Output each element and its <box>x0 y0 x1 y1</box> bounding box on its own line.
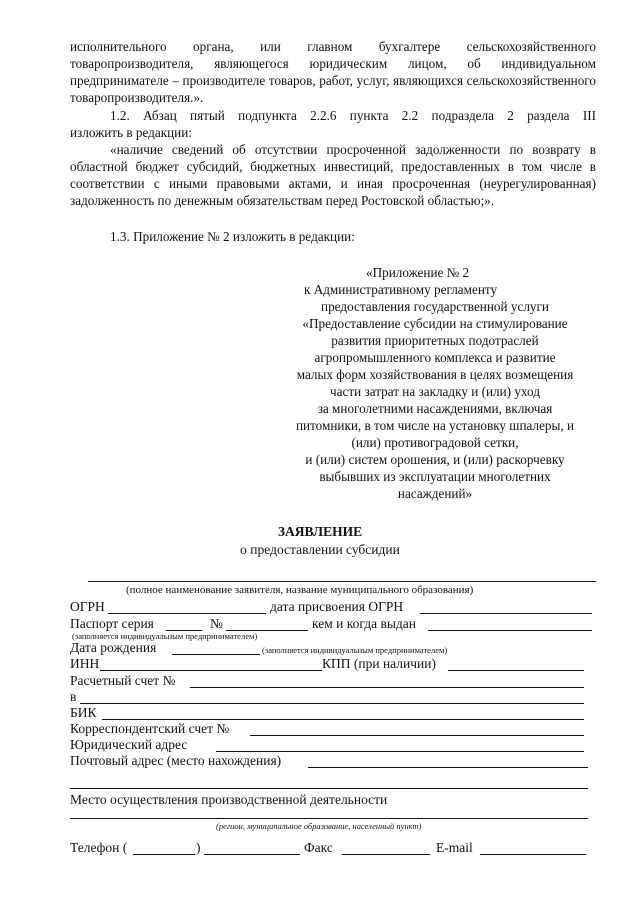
account-label: Расчетный счет № <box>70 673 176 688</box>
applicant-name-line <box>88 581 596 582</box>
appendix-line: малых форм хозяйствования в целях возмещения <box>296 367 574 382</box>
birth-date-label: Дата рождения <box>70 640 157 655</box>
fax-field[interactable] <box>342 841 430 855</box>
birth-date-field[interactable] <box>172 641 260 655</box>
appendix-line: предоставления государственной услуги <box>321 299 549 314</box>
postal-address-label: Почтовый адрес (место нахождения) <box>70 753 282 768</box>
fax-label: Факс <box>304 840 333 855</box>
inn-label: ИНН <box>70 656 100 671</box>
appendix-line: выбывших из эксплуатации многолетних <box>319 469 551 484</box>
legal-address-field[interactable] <box>216 738 584 752</box>
appendix-line: части затрат на закладку и (или) уход <box>330 384 540 399</box>
applicant-name-caption: (полное наименование заявителя, название муниципального образования) <box>126 584 474 596</box>
email-label: E-mail <box>436 840 473 855</box>
activity-place-field[interactable] <box>70 818 588 819</box>
region-caption: (регион, муниципальное образование, населенный пункт) <box>216 821 422 831</box>
legal-address-label: Юридический адрес <box>70 737 188 752</box>
appendix-line: питомники, в том числе на установку шпалеры, и <box>295 418 575 433</box>
kpp-field[interactable] <box>448 657 584 671</box>
bank-label: в <box>70 689 77 704</box>
document-title: ЗАЯВЛЕНИЕ <box>277 524 363 539</box>
bank-field[interactable] <box>80 690 584 704</box>
appendix-header <box>262 264 608 502</box>
passport-number-label: № <box>210 616 223 631</box>
passport-series-field[interactable] <box>166 617 202 631</box>
appendix-line: агропромышленного комплекса и развитие <box>314 350 556 365</box>
ogrn-label: ОГРН <box>70 599 105 614</box>
passport-number-field[interactable] <box>226 617 308 631</box>
appendix-line: за многолетними насаждениями, включая <box>317 401 553 416</box>
birth-date-note: (заполняется индивидуальным предпринимателем) <box>262 645 448 655</box>
phone-label: Телефон ( <box>70 840 128 855</box>
paragraph-1-3: 1.3. Приложение № 2 изложить в редакции: <box>110 229 355 244</box>
corr-account-label: Корреспондентский счет № <box>70 721 230 736</box>
ogrn-field[interactable] <box>108 600 266 614</box>
passport-issued-label: кем и когда выдан <box>312 616 416 631</box>
appendix-line: и (или) систем орошения, и (или) раскорчевку <box>305 452 565 467</box>
phone-close-paren: ) <box>196 840 201 855</box>
appendix-line: к Административному регламенту <box>304 282 498 297</box>
postal-address-field[interactable] <box>308 754 588 768</box>
document-subtitle: о предоставлении субсидии <box>240 542 400 557</box>
phone-code-field[interactable] <box>133 841 195 855</box>
appendix-line: (или) противоградовой сетки, <box>351 435 519 450</box>
paragraph-continuation: исполнительного органа, или главном бухгалтере сельскохозяйственного товаропроизводителя, являющегося юридическим лицом, об индивидуальном предпринимателе – производителе товаров, работ, услуг, являющихся сельскохозяйственного товаропроизводителя.». <box>70 39 596 105</box>
passport-issued-field[interactable] <box>428 617 592 631</box>
passport-series-label: Паспорт серия <box>70 616 154 631</box>
ogrn-date-label: дата присвоения ОГРН <box>270 599 404 614</box>
passport-ip-note: (заполняется индивидуальным предпринимателем) <box>72 631 258 641</box>
appendix-line: «Приложение № 2 <box>366 265 470 280</box>
ogrn-date-field[interactable] <box>420 600 592 614</box>
activity-place-label: Место осуществления производственной деятельности <box>70 792 388 807</box>
kpp-label: КПП (при наличии) <box>322 656 436 671</box>
email-field[interactable] <box>480 841 586 855</box>
inn-field[interactable] <box>100 657 322 671</box>
appendix-line: насаждений» <box>397 486 473 501</box>
paragraph-1-2-line1: 1.2. Абзац пятый подпункта 2.2.6 пункта 2.2 подраздела 2 раздела III <box>110 108 596 123</box>
appendix-line: «Предоставление субсидии на стимулирование <box>302 316 568 331</box>
paragraph-quote: «наличие сведений об отсутствии просроченной задолженности по возврату в областной бюджет субсидий, бюджетных инвестиций, предоставленных в том числе в соответствии с иными правовыми актами, и иная просроченная (неурегулированная) задолженность по денежным обязательствам перед Ростовской областью;». <box>70 142 596 208</box>
appendix-line: развития приоритетных подотраслей <box>331 333 539 348</box>
corr-account-field[interactable] <box>250 722 584 736</box>
bik-field[interactable] <box>102 706 584 720</box>
account-field[interactable] <box>190 674 584 688</box>
phone-number-field[interactable] <box>204 841 300 855</box>
blank-line <box>70 788 588 789</box>
bik-label: БИК <box>70 705 97 720</box>
paragraph-1-2-line2: изложить в редакции: <box>70 125 192 140</box>
